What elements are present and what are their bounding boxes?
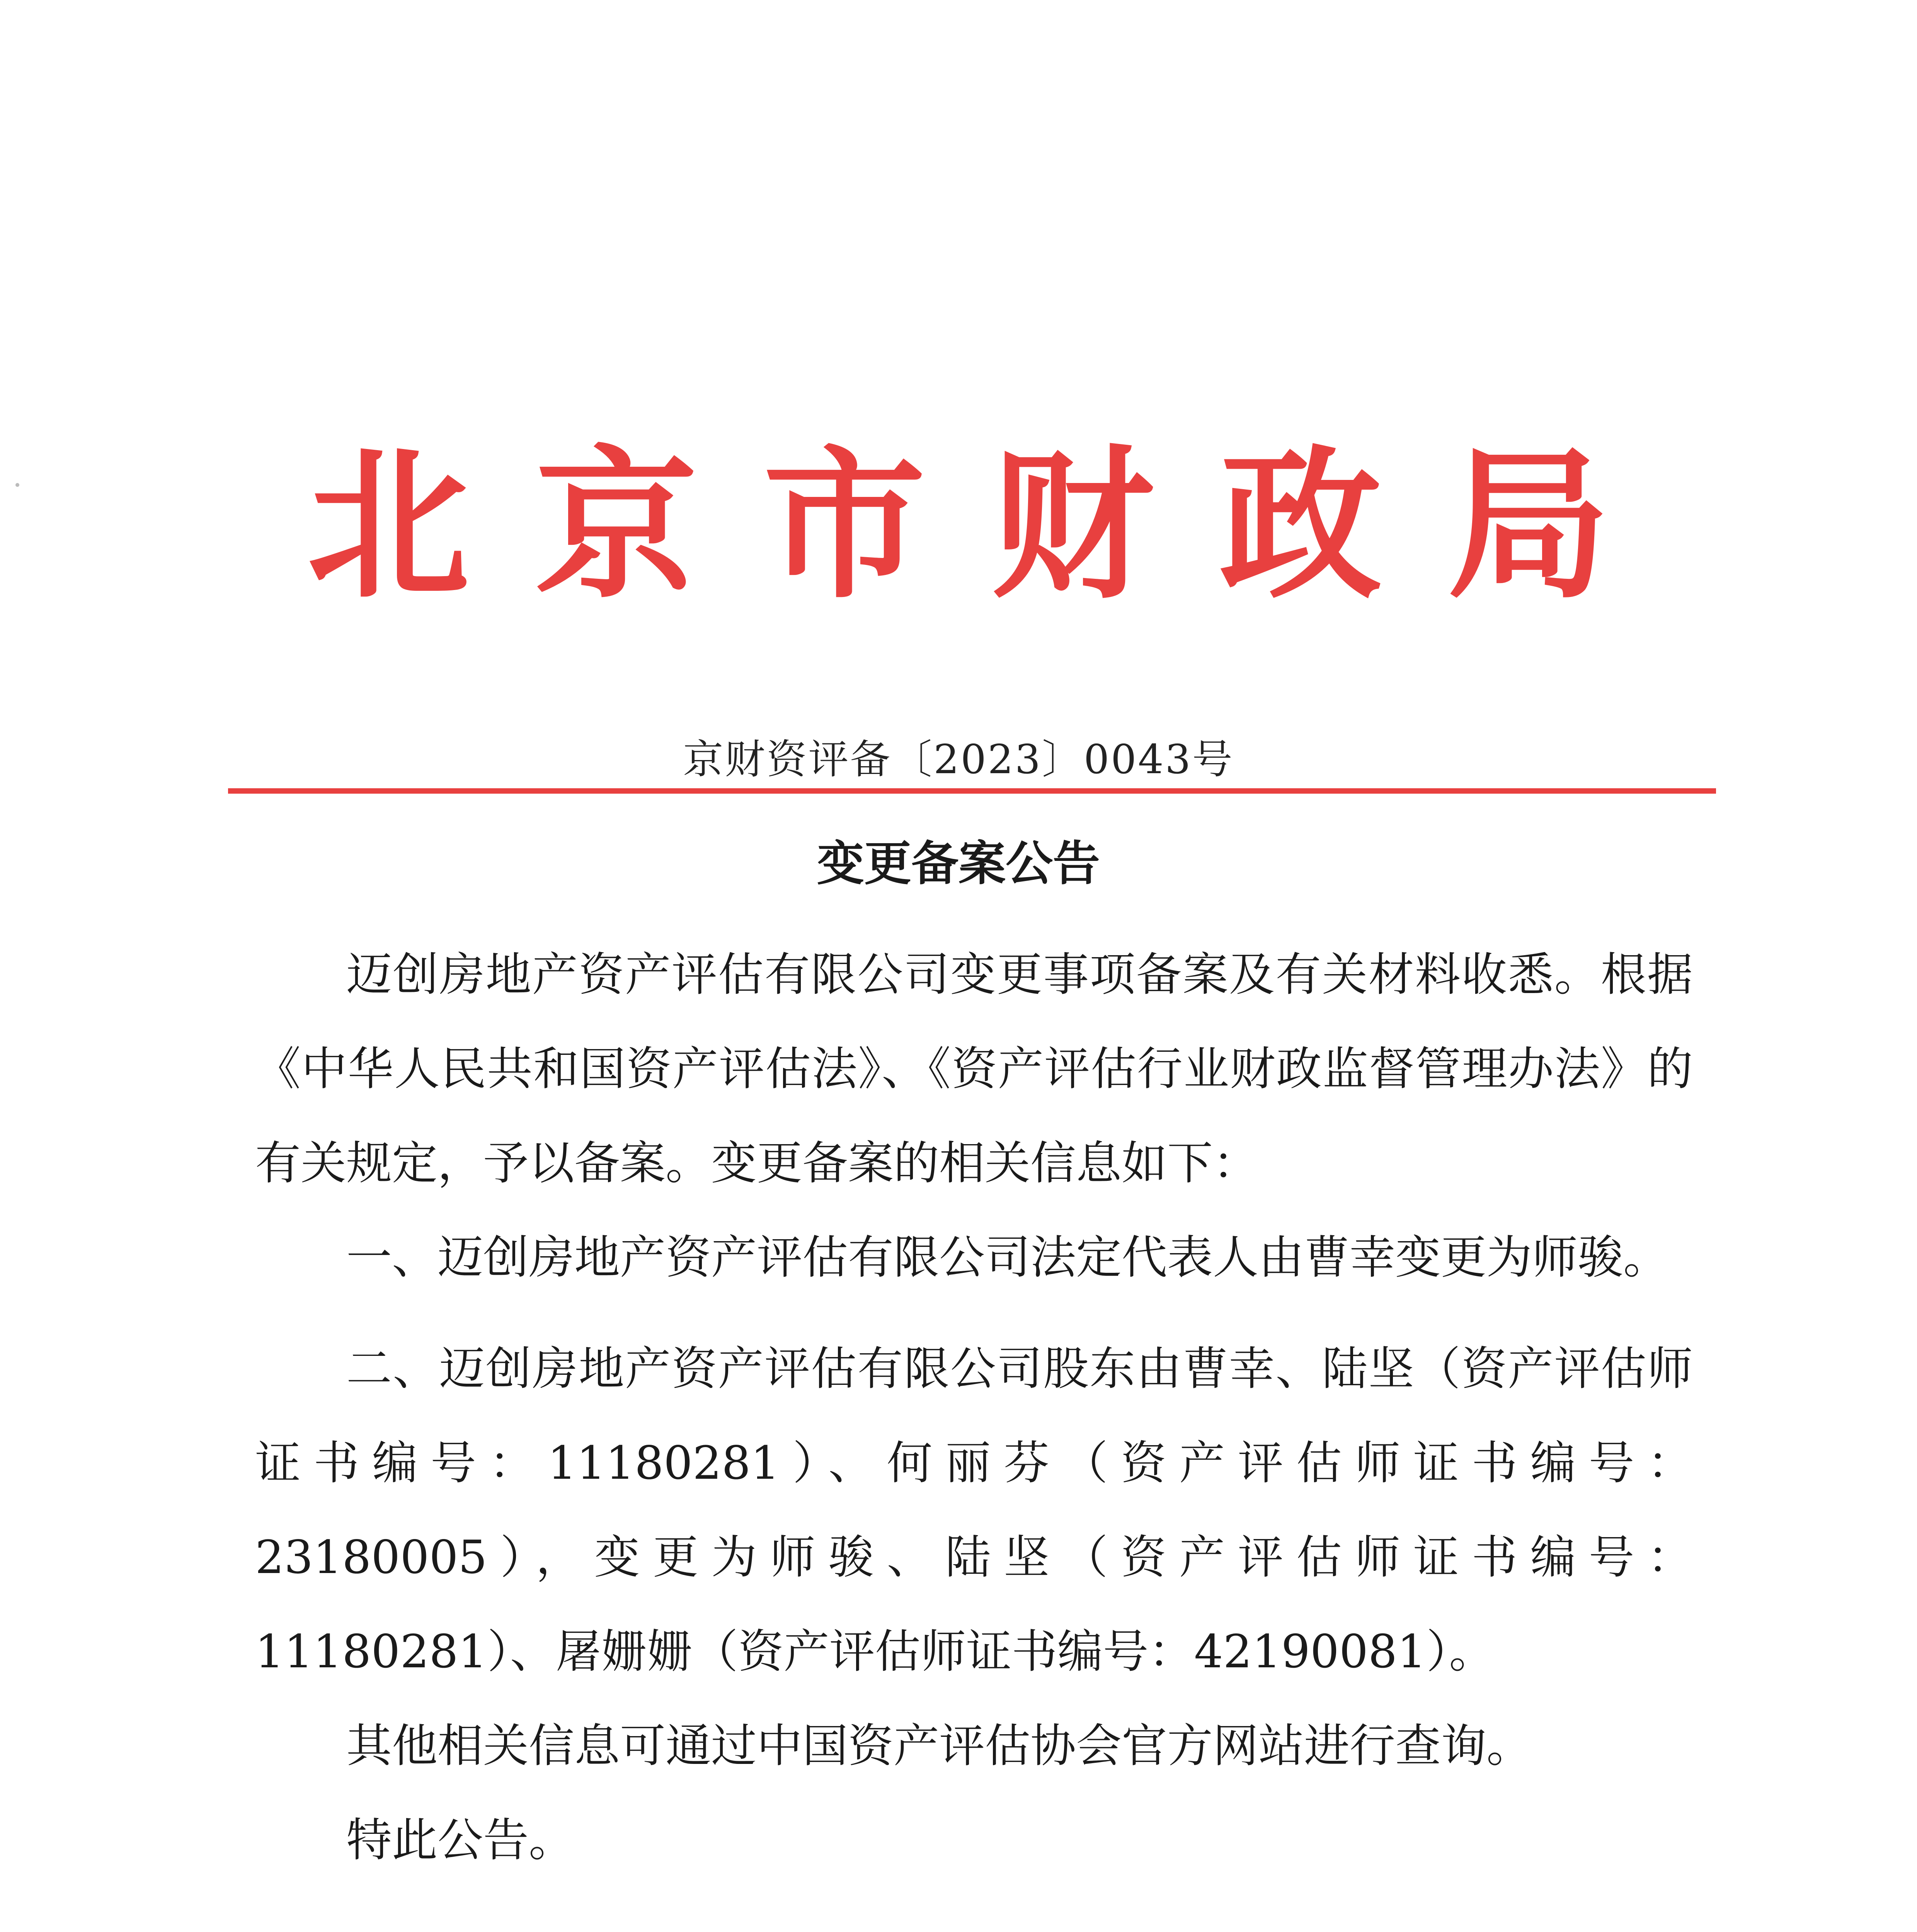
paragraph-query-info: 其他相关信息可通过中国资产评估协会官方网站进行查询。 bbox=[346, 1719, 1532, 1772]
paragraph-closing: 特此公告。 bbox=[346, 1813, 575, 1867]
red-divider-line bbox=[228, 788, 1716, 794]
letterhead-issuer: 北京市财政局 bbox=[307, 430, 1675, 621]
document-body bbox=[255, 927, 1693, 1887]
paragraph-item-one: 一、迈创房地产资产评估有限公司法定代表人由曹幸变更为师骏。 bbox=[346, 1231, 1669, 1284]
scan-speck bbox=[15, 483, 19, 487]
paragraph-intro: 迈创房地产资产评估有限公司变更事项备案及有关材料收悉。根据《中华人民共和国资产评估法》、《资产评估行业财政监督管理办法》的有关规定，予以备案。变更备案的相关信息如下： bbox=[255, 948, 1693, 1190]
document-title: 变更备案公告 bbox=[817, 836, 1100, 891]
document-number: 京财资评备〔2023〕0043号 bbox=[683, 736, 1234, 783]
paragraph-item-two: 二、迈创房地产资产评估有限公司股东由曹幸、陆坚（资产评估师证书编号：11180281）、何丽芬（资产评估师证书编号：23180005），变更为师骏、陆坚（资产评估师证书编号：11180281）、屠姗姗（资产评估师证书编号：42190081）。 bbox=[255, 1342, 1693, 1678]
